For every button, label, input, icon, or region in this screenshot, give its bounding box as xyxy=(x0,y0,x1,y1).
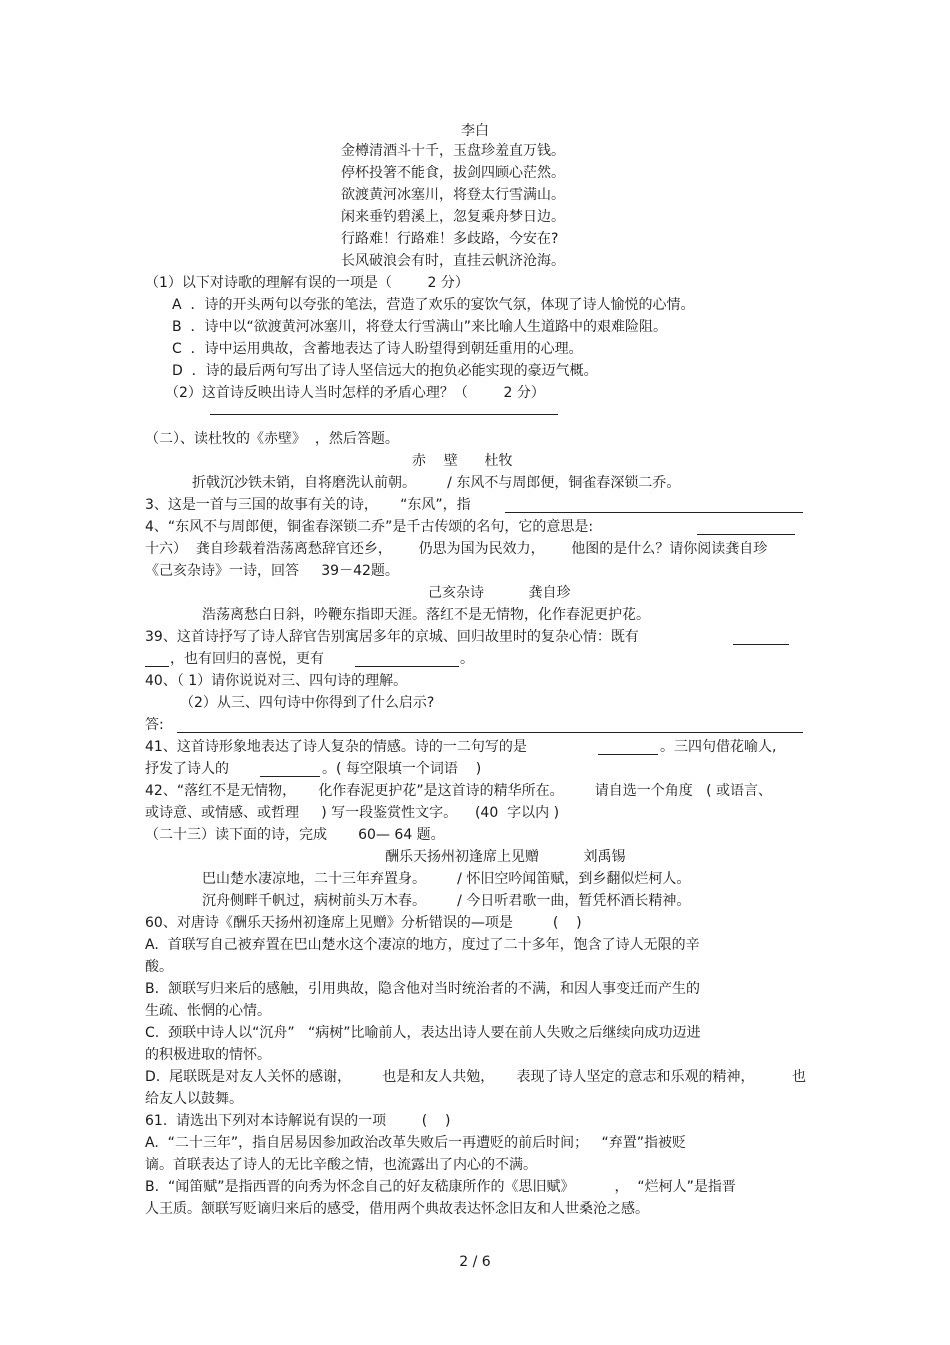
question-39: 39、这首诗抒写了诗人辞官告别寓居多年的京城、回归故里时的复杂心情：既有 xyxy=(145,629,639,645)
question-60-option-d-end: 也 xyxy=(792,1069,806,1085)
poem1-line: 闲来垂钓碧溪上，忽复乘舟梦日边。 xyxy=(341,209,565,225)
question-60: 60、对唐诗《酬乐天扬州初逢席上见赠》分析错误的—项是 ( ) xyxy=(145,915,582,931)
poem1-line: 金樽清酒斗十千，玉盘珍羞直万钱。 xyxy=(341,143,565,159)
section16-intro: 十六） 龚自珍载着浩荡离愁辞官还乡， 仍思为国为民效力， 他图的是什么？请你阅读龚自珍 xyxy=(145,541,768,557)
question-60-option-a: A. 首联写自己被弃置在巴山楚水这个凄凉的地方，度过了二十多年，饱含了诗人无限的辛 xyxy=(145,937,700,953)
question-1-option-a: A ．诗的开头两句以夸张的笔法，营造了欢乐的宴饮气氛，体现了诗人愉悦的心情。 xyxy=(172,297,695,313)
question-61: 61. 请选出下列对本诗解说有误的一项 ( ) xyxy=(145,1113,451,1129)
section2-poem-title: 赤 壁 杜牧 xyxy=(412,453,513,469)
question-42: 42、“落红不是无情物， 化作春泥更护花”是这首诗的精华所在。 请自选一个角度 ( 或语言、 xyxy=(145,783,772,799)
question-42-cont: 或诗意、或情感、或哲理 ) 写一段鉴赏性文字。 (40 字以内 ) xyxy=(145,805,560,821)
question-1-option-b: B ．诗中以“欲渡黄河冰塞川，将登太行雪满山”来比喻人生道路中的艰难险阻。 xyxy=(172,319,668,335)
question-40-2: （2）从三、四句诗中你得到了什么启示? xyxy=(180,695,435,711)
page-number: 2 / 6 xyxy=(459,1254,491,1270)
answer-line xyxy=(733,644,789,645)
section2-heading: （二）、读杜牧的《赤壁》 ，然后答题。 xyxy=(145,431,399,447)
question-39-end: 。 xyxy=(460,651,474,667)
question-41-cont: 。三四句借花喻人, xyxy=(660,739,777,755)
section16-poem-title: 己亥杂诗 龚自珍 xyxy=(428,585,571,601)
section2-poem-line: 折戟沉沙铁未销，自将磨洗认前朝。 / 东风不与周郎便，铜雀春深锁二乔。 xyxy=(192,475,681,491)
question-40-1: 40、（ 1）请你说说对三、四句诗的理解。 xyxy=(145,673,408,689)
question-2-stem: （2）这首诗反映出诗人当时怎样的矛盾心理？（ 2 分） xyxy=(165,385,545,401)
question-61-option-a: A. “二十三年”，指自居易因参加政治改革失败后一再遭贬的前后时间； “弃置”指被贬 xyxy=(145,1135,687,1151)
answer-label: 答: xyxy=(145,717,164,733)
poem1-line: 停杯投箸不能食，拔剑四顾心茫然。 xyxy=(341,165,565,181)
poem1-line: 行路难！行路难！多歧路，今安在? xyxy=(341,231,559,247)
question-60-option-a-cont: 酸。 xyxy=(145,959,173,975)
answer-line xyxy=(697,534,795,535)
question-4: 4、“东风不与周郎便，铜雀春深锁二乔”是千古传颂的名句，它的意思是: xyxy=(145,519,594,535)
question-61-option-b: B. “闻笛赋”是指西晋的向秀为怀念自己的好友嵇康所作的《思旧赋》 ， “烂柯人”是指晋 xyxy=(145,1179,736,1195)
answer-line xyxy=(210,414,558,415)
question-61-option-a-cont: 谪。首联表达了诗人的无比辛酸之情，也流露出了内心的不满。 xyxy=(145,1157,537,1173)
poem1-author: 李白 xyxy=(461,123,489,139)
question-1-option-d: D ．诗的最后两句写出了诗人坚信远大的抱负必能实现的豪迈气概。 xyxy=(172,363,598,379)
answer-line xyxy=(355,666,459,667)
poem1-line: 长风破浪会有时，直挂云帆济沧海。 xyxy=(341,253,565,269)
question-41: 41、这首诗形象地表达了诗人复杂的情感。诗的一二句写的是 xyxy=(145,739,527,755)
answer-line xyxy=(177,732,803,733)
poem1-line: 欲渡黄河冰塞川，将登太行雪满山。 xyxy=(341,187,565,203)
question-60-option-c: C. 颈联中诗人以“沉舟” “病树”比喻前人，表达出诗人要在前人失败之后继续向成功迈进 xyxy=(145,1025,701,1041)
question-60-option-d: D. 尾联既是对友人关怀的感谢， 也是和友人共勉， 表现了诗人坚定的意志和乐观的精神， xyxy=(145,1069,755,1085)
question-1-option-c: C ．诗中运用典故，含蓄地表达了诗人盼望得到朝廷重用的心理。 xyxy=(172,341,583,357)
question-3: 3、这是一首与三国的故事有关的诗， “东风”，指 xyxy=(145,497,471,513)
question-41-b-end: 。( 每空限填一个词语 ) xyxy=(322,761,482,777)
question-60-option-b: B. 颔联写归来后的感触，引用典故，隐含他对当时统治者的不满，和因人事变迁而产生的 xyxy=(145,981,700,997)
question-41-b: 抒发了诗人的 xyxy=(145,761,229,777)
question-1-stem: （1）以下对诗歌的理解有误的一项是（ 2 分） xyxy=(145,275,469,291)
answer-line xyxy=(505,512,803,513)
section16-intro: 《己亥杂诗》一诗，回答 39－42题。 xyxy=(145,563,399,579)
section23-heading: （二十三）读下面的诗，完成 60— 64 题。 xyxy=(145,827,445,843)
section23-poem-title: 酬乐天扬州初逢席上见赠 刘禹锡 xyxy=(385,849,626,865)
question-61-option-b-cont: 人王质。颔联写贬谪归来后的感受，借用两个典故表达怀念旧友和人世桑沧之感。 xyxy=(145,1201,649,1217)
question-60-option-b-cont: 生疏、怅惘的心情。 xyxy=(145,1003,271,1019)
answer-line xyxy=(145,666,169,667)
question-60-option-c-cont: 的积极进取的情怀。 xyxy=(145,1047,271,1063)
answer-line xyxy=(260,776,320,777)
section23-poem-line: 巴山楚水凄凉地，二十三年弃置身。 / 怀旧空吟闻笛赋，到乡翻似烂柯人。 xyxy=(202,871,691,887)
section23-poem-line: 沉舟侧畔千帆过，病树前头万木春。 / 今日听君歌一曲，暂凭杯酒长精神。 xyxy=(202,893,691,909)
answer-line xyxy=(598,754,658,755)
question-39-cont: ，也有回归的喜悦，更有 xyxy=(170,651,324,667)
section16-poem-line: 浩荡离愁白日斜，吟鞭东指即天涯。落红不是无情物，化作春泥更护花。 xyxy=(202,607,650,623)
question-60-option-d-cont: 给友人以鼓舞。 xyxy=(145,1091,243,1107)
